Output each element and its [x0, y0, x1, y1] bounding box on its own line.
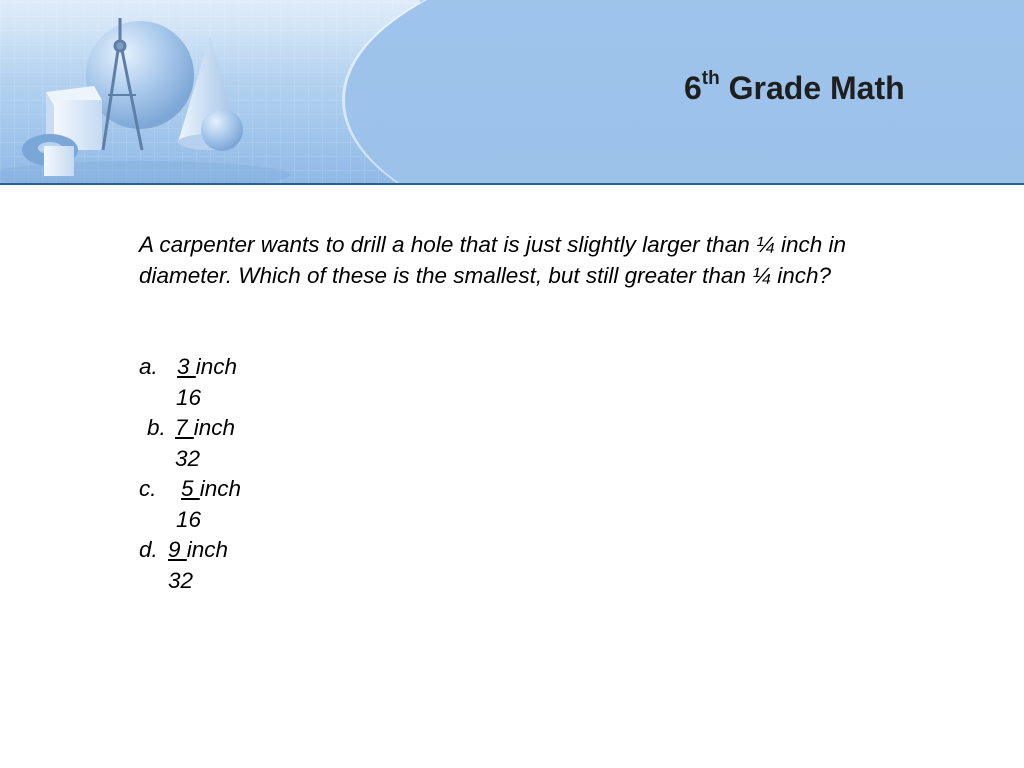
option-d-numerator: 9 — [168, 537, 187, 562]
question-text: A carpenter wants to drill a hole that is just slightly larger than ¼ inch in diameter. Which of these is the smallest, but still greater than ¼ inch? — [139, 232, 847, 288]
option-c-denominator: 16 — [176, 507, 202, 532]
option-a-numerator: 3 — [177, 354, 196, 379]
small-sphere — [201, 109, 243, 151]
option-d-fraction — [168, 534, 228, 565]
option-b-denominator: 32 — [175, 446, 201, 471]
option-a-unit: inch — [195, 354, 238, 379]
option-a-denominator: 16 — [176, 385, 202, 410]
slide-header — [0, 0, 1024, 185]
option-c-numerator: 5 — [181, 476, 200, 501]
option-b-fraction — [175, 412, 235, 443]
option-c-unit: inch — [199, 476, 242, 501]
large-sphere — [86, 21, 194, 129]
header-divider — [0, 183, 1024, 185]
option-c-fraction — [181, 473, 241, 504]
option-d-letter: d. — [139, 537, 158, 562]
option-c-letter: c. — [139, 476, 157, 501]
small-cube — [44, 146, 74, 176]
option-a-fraction — [177, 351, 237, 382]
geometry-shapes-illustration — [0, 0, 360, 185]
option-a-letter: a. — [139, 354, 158, 379]
option-d-unit: inch — [186, 537, 229, 562]
option-b-numerator: 7 — [175, 415, 194, 440]
slide-title: 6th Grade Math — [684, 68, 905, 106]
option-b-unit: inch — [193, 415, 236, 440]
option-d-denominator: 32 — [168, 568, 194, 593]
option-b-letter: b. — [147, 415, 166, 440]
